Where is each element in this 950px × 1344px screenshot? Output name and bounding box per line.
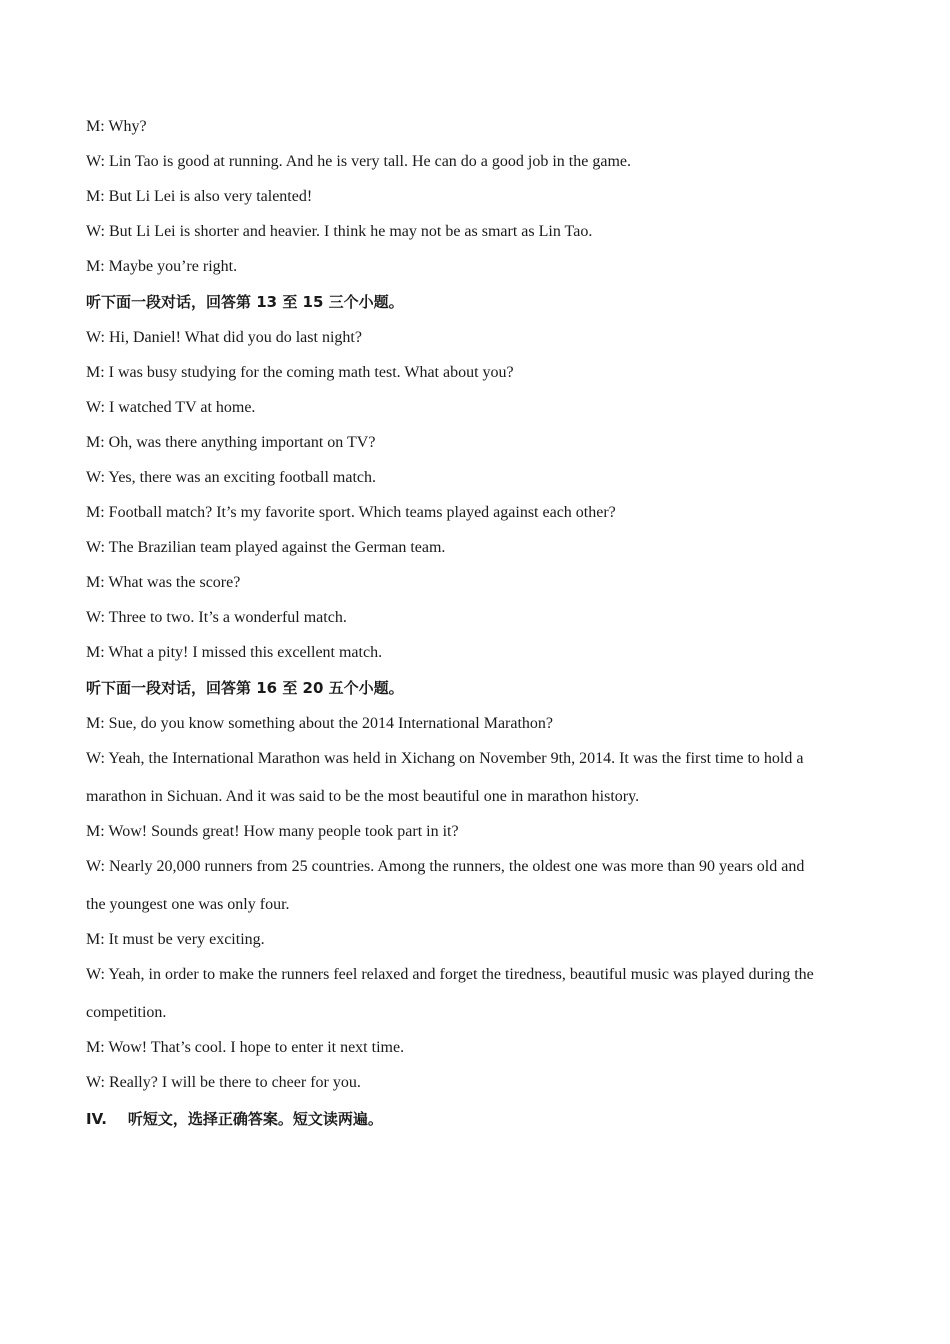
section-instruction-13-15: 听下面一段对话，回答第 13 至 15 三个小题。 (86, 293, 404, 311)
dialogue-line: W: Hi, Daniel! What did you do last night? (86, 329, 362, 346)
dialogue-line: M: But Li Lei is also very talented! (86, 188, 313, 205)
dialogue-line: M: Maybe you’re right. (86, 258, 238, 275)
dialogue-line: W: Three to two. It’s a wonderful match. (86, 609, 347, 626)
dialogue-line: W: But Li Lei is shorter and heavier. I think he may not be as smart as Lin Tao. (86, 223, 593, 240)
dialogue-line: M: It must be very exciting. (86, 931, 265, 948)
dialogue-line: M: Football match? It’s my favorite sport. Which teams played against each other? (86, 504, 616, 521)
dialogue-line: W: Really? I will be there to cheer for you. (86, 1074, 361, 1091)
dialogue-line: W: I watched TV at home. (86, 399, 256, 416)
dialogue-line: W: Lin Tao is good at running. And he is very tall. He can do a good job in the game. (86, 153, 631, 170)
section-instruction-16-20: 听下面一段对话，回答第 16 至 20 五个小题。 (86, 679, 404, 697)
dialogue-line: M: Why? (86, 118, 147, 135)
dialogue-line: M: Wow! That’s cool. I hope to enter it next time. (86, 1039, 405, 1056)
dialogue-line: W: Nearly 20,000 runners from 25 countries. Among the runners, the oldest one was more than 90 years old and (86, 858, 805, 875)
dialogue-line-continuation: marathon in Sichuan. And it was said to be the most beautiful one in marathon history. (86, 788, 640, 805)
dialogue-line: W: Yeah, in order to make the runners feel relaxed and forget the tiredness, beautiful music was played during the (86, 966, 814, 983)
dialogue-line: W: Yeah, the International Marathon was held in Xichang on November 9th, 2014. It was the first time to hold a (86, 750, 804, 767)
dialogue-line: M: Sue, do you know something about the 2014 International Marathon? (86, 715, 554, 732)
dialogue-line-continuation: competition. (86, 1004, 167, 1021)
section-heading-iv: IV. 听短文，选择正确答案。短文读两遍。 (86, 1110, 383, 1128)
dialogue-line-continuation: the youngest one was only four. (86, 896, 290, 913)
dialogue-line: M: I was busy studying for the coming math test. What about you? (86, 364, 514, 381)
dialogue-line: W: Yes, there was an exciting football match. (86, 469, 376, 486)
dialogue-line: M: What was the score? (86, 574, 241, 591)
dialogue-line: W: The Brazilian team played against the German team. (86, 539, 446, 556)
dialogue-line: M: Wow! Sounds great! How many people took part in it? (86, 823, 459, 840)
dialogue-line: M: What a pity! I missed this excellent match. (86, 644, 383, 661)
dialogue-line: M: Oh, was there anything important on TV? (86, 434, 376, 451)
